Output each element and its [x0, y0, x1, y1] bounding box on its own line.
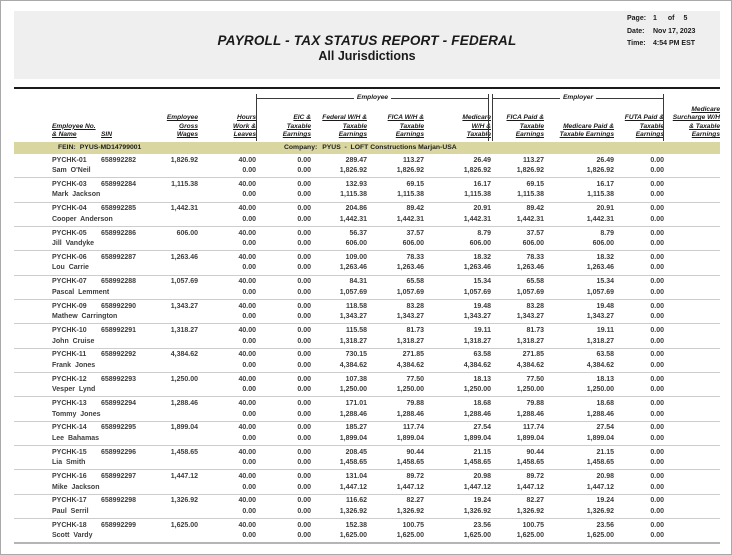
page-total: 5 — [683, 15, 688, 22]
date-value: Nov 17, 2023 — [653, 27, 696, 35]
cell-sin: 658992282 — [101, 156, 137, 164]
cell-fica-paid: 90.44 1,458.65 — [516, 448, 544, 467]
cell-eic: 0.00 0.00 — [297, 521, 311, 540]
cell-hours: 40.00 0.00 — [238, 156, 256, 175]
cell-medicare-wh: 19.24 1,326.92 — [463, 497, 491, 515]
cell-futa-paid: 0.00 0.00 — [650, 278, 664, 296]
cell-gross-wages: 1,343.27 — [170, 302, 198, 310]
cell-medicare-surcharge — [664, 496, 720, 518]
cell-gross-wages: 1,057.69 — [170, 278, 198, 286]
cell-medicare-wh: 19.11 1,318.27 — [463, 326, 491, 345]
cell-federal-wh: 171.01 1,288.46 — [339, 399, 367, 418]
cell-futa-paid: 0.00 0.00 — [650, 326, 664, 345]
cell-hours: 40.00 0.00 — [238, 424, 256, 442]
cell-futa-paid: 0.00 0.00 — [650, 156, 664, 175]
cell-medicare-paid: 20.98 1,447.12 — [586, 472, 614, 491]
fein-label: FEIN: — [58, 144, 76, 151]
cell-federal-wh: 730.15 4,384.62 — [339, 351, 367, 369]
cell-medicare-paid: 19.48 1,343.27 — [586, 302, 614, 321]
cell-medicare-wh: 26.49 1,826.92 — [463, 156, 491, 175]
col-header-futa-paid: FUTA Paid & Taxable Earnings — [624, 114, 664, 139]
cell-medicare-surcharge — [664, 472, 720, 494]
cell-futa-paid: 0.00 0.00 — [650, 253, 664, 272]
cell-medicare-surcharge — [664, 375, 720, 397]
cell-medicare-surcharge — [664, 399, 720, 421]
cell-fica-wh: 82.27 1,326.92 — [396, 497, 424, 515]
cell-medicare-surcharge — [664, 156, 720, 178]
table-row — [14, 422, 720, 446]
cell-gross-wages: 1,115.38 — [171, 180, 198, 188]
cell-medicare-wh: 27.54 1,899.04 — [463, 424, 491, 442]
cell-eic: 0.00 0.00 — [297, 156, 311, 175]
cell-eic: 0.00 0.00 — [297, 399, 311, 418]
cell-gross-wages: 1,442.31 — [170, 205, 198, 213]
col-header-fica-paid: FICA Paid & Taxable Earnings — [506, 114, 544, 139]
cell-medicare-wh: 18.13 1,250.00 — [463, 375, 491, 394]
cell-federal-wh: 289.47 1,826.92 — [339, 156, 367, 175]
cell-eic: 0.00 0.00 — [297, 180, 311, 199]
fein-company-band — [14, 142, 720, 154]
cell-eic: 0.00 0.00 — [297, 253, 311, 272]
cell-sin: 658992294 — [101, 399, 137, 407]
cell-medicare-surcharge — [664, 180, 720, 202]
cell-medicare-wh: 19.48 1,343.27 — [463, 302, 491, 321]
cell-fica-wh: 81.73 1,318.27 — [396, 326, 424, 345]
table-row — [14, 397, 720, 421]
table-row — [14, 373, 720, 397]
cell-medicare-wh: 23.56 1,625.00 — [463, 521, 491, 540]
cell-futa-paid: 0.00 0.00 — [650, 521, 664, 540]
cell-fica-wh: 113.27 1,826.92 — [396, 156, 424, 175]
cell-employee-no-name: PYCHK-06 Lou Carrie — [52, 253, 89, 272]
cell-federal-wh: 204.86 1,442.31 — [339, 205, 367, 223]
col-header-federal-wh: Federal W/H & Taxable Earnings — [322, 114, 367, 139]
col-header-hours-work-leaves: Hours Work & Leaves — [233, 114, 256, 139]
cell-sin: 658992298 — [101, 497, 137, 505]
cell-medicare-surcharge — [664, 229, 720, 251]
cell-medicare-wh: 15.34 1,057.69 — [463, 278, 491, 296]
cell-hours: 40.00 0.00 — [238, 229, 256, 248]
cell-medicare-paid: 19.24 1,326.92 — [586, 497, 614, 515]
cell-eic: 0.00 0.00 — [297, 302, 311, 321]
cell-fica-wh: 83.28 1,343.27 — [396, 302, 424, 321]
group-header-employer — [492, 94, 664, 141]
cell-fica-wh: 78.33 1,263.46 — [396, 253, 424, 272]
cell-sin: 658992297 — [101, 472, 137, 480]
group-line — [257, 98, 354, 99]
cell-fica-wh: 69.15 1,115.38 — [397, 180, 424, 199]
cell-sin: 658992291 — [101, 326, 137, 334]
cell-eic: 0.00 0.00 — [297, 351, 311, 369]
cell-gross-wages: 1,326.92 — [170, 497, 198, 505]
cell-medicare-paid: 15.34 1,057.69 — [586, 278, 614, 296]
cell-medicare-wh: 63.58 4,384.62 — [463, 351, 491, 369]
cell-gross-wages: 1,625.00 — [170, 521, 198, 529]
cell-futa-paid: 0.00 0.00 — [650, 205, 664, 223]
cell-eic: 0.00 0.00 — [297, 448, 311, 467]
cell-eic: 0.00 0.00 — [297, 278, 311, 296]
cell-hours: 40.00 0.00 — [238, 278, 256, 296]
cell-eic: 0.00 0.00 — [297, 229, 311, 248]
cell-employee-no-name: PYCHK-18 Scott Vardy — [52, 521, 93, 540]
table-row — [14, 300, 720, 324]
cell-hours: 40.00 0.00 — [238, 205, 256, 223]
cell-fica-wh: 65.58 1,057.69 — [396, 278, 424, 296]
table-row — [14, 519, 720, 543]
group-label-employer: Employer — [562, 94, 594, 101]
meta-time-row — [627, 40, 715, 47]
cell-fica-wh: 117.74 1,899.04 — [396, 424, 424, 442]
group-line — [493, 98, 560, 99]
table-row — [14, 154, 720, 178]
page-of-label: of — [667, 15, 675, 22]
cell-medicare-paid: 26.49 1,826.92 — [586, 156, 614, 175]
cell-futa-paid: 0.00 0.00 — [650, 399, 664, 418]
fein-group — [58, 144, 141, 151]
cell-medicare-paid: 8.79 606.00 — [592, 229, 614, 248]
cell-futa-paid: 0.00 0.00 — [650, 448, 664, 467]
cell-sin: 658992295 — [101, 424, 137, 432]
cell-employee-no-name: PYCHK-16 Mike Jackson — [52, 472, 100, 491]
cell-employee-no-name: PYCHK-17 Paul Serril — [52, 497, 89, 515]
header-divider-rule — [14, 87, 720, 89]
cell-hours: 40.00 0.00 — [238, 253, 256, 272]
group-label-employee: Employee — [356, 94, 389, 101]
cell-fica-paid: 100.75 1,625.00 — [516, 521, 544, 540]
cell-medicare-surcharge — [664, 350, 720, 372]
cell-federal-wh: 152.38 1,625.00 — [339, 521, 367, 540]
cell-medicare-wh: 16.17 1,115.38 — [464, 180, 491, 199]
cell-sin: 658992287 — [101, 253, 137, 261]
cell-employee-no-name: PYCHK-10 John Cruise — [52, 326, 95, 345]
cell-futa-paid: 0.00 0.00 — [650, 375, 664, 394]
cell-hours: 40.00 0.00 — [238, 399, 256, 418]
cell-futa-paid: 0.00 0.00 — [650, 351, 664, 369]
time-value: 4:54 PM EST — [653, 40, 696, 47]
cell-fica-paid: 78.33 1,263.46 — [516, 253, 544, 272]
cell-fica-paid: 82.27 1,326.92 — [516, 497, 544, 515]
cell-medicare-wh: 20.98 1,447.12 — [463, 472, 491, 491]
group-line — [596, 98, 663, 99]
cell-fica-wh: 79.88 1,288.46 — [396, 399, 424, 418]
table-body — [14, 154, 720, 544]
cell-futa-paid: 0.00 0.00 — [650, 180, 664, 199]
cell-federal-wh: 131.04 1,447.12 — [339, 472, 367, 491]
cell-medicare-paid: 16.17 1,115.38 — [587, 180, 614, 199]
cell-federal-wh: 107.38 1,250.00 — [339, 375, 367, 394]
cell-sin: 658992290 — [101, 302, 137, 310]
cell-hours: 40.00 0.00 — [238, 448, 256, 467]
cell-eic: 0.00 0.00 — [297, 472, 311, 491]
col-header-employee-no-name: Employee No. & Name — [52, 122, 96, 139]
cell-federal-wh: 185.27 1,899.04 — [339, 424, 367, 442]
report-meta — [627, 15, 715, 53]
time-label: Time: — [627, 40, 646, 47]
cell-medicare-surcharge — [664, 448, 720, 470]
table-row — [14, 324, 720, 348]
cell-sin: 658992293 — [101, 375, 137, 383]
meta-date-row — [627, 28, 715, 35]
group-header-employee — [256, 94, 489, 141]
cell-sin: 658992296 — [101, 448, 137, 456]
table-row — [14, 495, 720, 519]
cell-medicare-paid: 19.11 1,318.27 — [586, 326, 614, 345]
cell-medicare-paid: 63.58 4,384.62 — [586, 351, 614, 369]
cell-employee-no-name: PYCHK-13 Tommy Jones — [52, 399, 101, 418]
cell-fica-paid: 69.15 1,115.38 — [517, 180, 544, 199]
report-subtitle: All Jurisdictions — [318, 49, 416, 63]
cell-futa-paid: 0.00 0.00 — [650, 424, 664, 442]
cell-fica-paid: 89.72 1,447.12 — [516, 472, 544, 491]
cell-federal-wh: 118.58 1,343.27 — [339, 302, 367, 321]
cell-eic: 0.00 0.00 — [297, 424, 311, 442]
cell-fica-wh: 90.44 1,458.65 — [396, 448, 424, 467]
cell-medicare-surcharge — [664, 277, 720, 299]
cell-federal-wh: 116.62 1,326.92 — [339, 497, 367, 515]
page-number: 1 — [653, 15, 657, 22]
cell-federal-wh: 208.45 1,458.65 — [339, 448, 367, 467]
table-row — [14, 203, 720, 227]
cell-fica-wh: 100.75 1,625.00 — [396, 521, 424, 540]
cell-hours: 40.00 0.00 — [238, 302, 256, 321]
cell-fica-paid: 113.27 1,826.92 — [516, 156, 544, 175]
cell-medicare-surcharge — [664, 521, 720, 542]
cell-employee-no-name: PYCHK-12 Vesper Lynd — [52, 375, 96, 394]
cell-fica-wh: 271.85 4,384.62 — [396, 351, 424, 369]
cell-sin: 658992284 — [101, 180, 137, 188]
cell-fica-wh: 37.57 606.00 — [402, 229, 424, 248]
cell-sin: 658992299 — [101, 521, 137, 529]
cell-hours: 40.00 0.00 — [238, 521, 256, 540]
cell-employee-no-name: PYCHK-03 Mark Jackson — [52, 180, 101, 199]
cell-employee-no-name: PYCHK-04 Cooper Anderson — [52, 205, 113, 223]
cell-futa-paid: 0.00 0.00 — [650, 472, 664, 491]
cell-medicare-paid: 18.13 1,250.00 — [586, 375, 614, 394]
report-header-panel — [14, 11, 720, 79]
table-row — [14, 446, 720, 470]
report-title: PAYROLL - TAX STATUS REPORT - FEDERAL — [217, 33, 517, 48]
cell-gross-wages: 1,899.04 — [170, 424, 198, 432]
cell-gross-wages: 1,263.46 — [170, 253, 198, 261]
cell-hours: 40.00 0.00 — [238, 497, 256, 515]
cell-medicare-surcharge — [664, 204, 720, 226]
cell-sin: 658992292 — [101, 351, 137, 359]
cell-fica-paid: 117.74 1,899.04 — [516, 424, 544, 442]
cell-medicare-paid: 18.32 1,263.46 — [586, 253, 614, 272]
col-header-gross-wages: Employee Gross Wages — [166, 114, 198, 139]
group-line — [391, 98, 488, 99]
cell-medicare-wh: 18.68 1,288.46 — [463, 399, 491, 418]
cell-fica-paid: 79.88 1,288.46 — [516, 399, 544, 418]
col-header-medicare-paid: Medicare Paid & Taxable Earnings — [559, 122, 614, 139]
date-label: Date: — [627, 27, 645, 35]
cell-eic: 0.00 0.00 — [297, 375, 311, 394]
cell-hours: 40.00 0.00 — [238, 472, 256, 491]
cell-medicare-wh: 18.32 1,263.46 — [463, 253, 491, 272]
cell-federal-wh: 109.00 1,263.46 — [339, 253, 367, 272]
cell-medicare-surcharge — [664, 302, 720, 324]
col-header-fica-wh: FICA W/H & Taxable Earnings — [387, 114, 424, 139]
cell-employee-no-name: PYCHK-09 Mathew Carrington — [52, 302, 118, 321]
cell-medicare-surcharge — [664, 253, 720, 275]
cell-medicare-paid: 18.68 1,288.46 — [586, 399, 614, 418]
cell-medicare-wh: 8.79 606.00 — [469, 229, 491, 248]
cell-gross-wages: 1,288.46 — [170, 399, 198, 407]
cell-fica-wh: 89.72 1,447.12 — [396, 472, 424, 491]
col-header-medicare-wh: Medicare W/H & Taxable — [462, 114, 491, 139]
cell-federal-wh: 84.31 1,057.69 — [339, 278, 367, 296]
cell-fica-paid: 81.73 1,318.27 — [516, 326, 544, 345]
cell-sin: 658992285 — [101, 205, 137, 213]
cell-gross-wages: 606.00 — [176, 229, 198, 237]
table-row — [14, 251, 720, 275]
cell-medicare-wh: 20.91 1,442.31 — [463, 205, 491, 223]
cell-fica-paid: 89.42 1,442.31 — [516, 205, 544, 223]
cell-fica-wh: 77.50 1,250.00 — [396, 375, 424, 394]
cell-sin: 658992288 — [101, 278, 137, 286]
cell-eic: 0.00 0.00 — [297, 326, 311, 345]
col-header-eic: EIC & Taxable Earnings — [282, 114, 311, 139]
meta-page-row — [627, 15, 715, 22]
company-label: Company: — [284, 144, 318, 151]
cell-eic: 0.00 0.00 — [297, 205, 311, 223]
cell-gross-wages: 1,318.27 — [170, 326, 198, 334]
cell-gross-wages: 1,826.92 — [170, 156, 198, 164]
page-label: Page: — [627, 15, 647, 22]
table-row — [14, 178, 720, 202]
cell-gross-wages: 1,458.65 — [170, 448, 198, 456]
cell-fica-paid: 65.58 1,057.69 — [516, 278, 544, 296]
cell-employee-no-name: PYCHK-14 Lee Bahamas — [52, 424, 100, 442]
table-row — [14, 470, 720, 494]
cell-medicare-surcharge — [664, 326, 720, 348]
cell-employee-no-name: PYCHK-01 Sam O'Neil — [52, 156, 91, 175]
company-group — [284, 144, 457, 151]
cell-fica-paid: 37.57 606.00 — [522, 229, 544, 248]
cell-futa-paid: 0.00 0.00 — [650, 497, 664, 515]
cell-gross-wages: 4,384.62 — [170, 351, 198, 359]
cell-medicare-surcharge — [664, 423, 720, 445]
cell-fica-paid: 271.85 4,384.62 — [516, 351, 544, 369]
table-row — [14, 276, 720, 300]
cell-federal-wh: 115.58 1,318.27 — [339, 326, 367, 345]
table-row — [14, 349, 720, 373]
cell-gross-wages: 1,250.00 — [170, 375, 198, 383]
fein-value: PYUS-MD14799001 — [79, 144, 142, 151]
cell-federal-wh: 56.37 606.00 — [345, 229, 367, 248]
cell-hours: 40.00 0.00 — [238, 351, 256, 369]
table-header — [14, 91, 720, 141]
cell-gross-wages: 1,447.12 — [170, 472, 198, 480]
cell-employee-no-name: PYCHK-07 Pascal Lemment — [52, 278, 110, 296]
cell-eic: 0.00 0.00 — [297, 497, 311, 515]
cell-employee-no-name: PYCHK-05 Jill Vandyke — [52, 229, 95, 248]
col-header-sin: SIN — [101, 131, 112, 139]
cell-medicare-paid: 27.54 1,899.04 — [586, 424, 614, 442]
table-row — [14, 227, 720, 251]
cell-futa-paid: 0.00 0.00 — [650, 302, 664, 321]
cell-medicare-paid: 20.91 1,442.31 — [586, 205, 614, 223]
cell-hours: 40.00 0.00 — [238, 326, 256, 345]
cell-medicare-wh: 21.15 1,458.65 — [463, 448, 491, 467]
company-value: PYUS - LOFT Constructions Marjan-USA — [322, 144, 457, 151]
cell-sin: 658992286 — [101, 229, 137, 237]
cell-medicare-paid: 23.56 1,625.00 — [586, 521, 614, 540]
cell-employee-no-name: PYCHK-11 Frank Jones — [52, 351, 96, 369]
cell-federal-wh: 132.93 1,115.38 — [340, 180, 367, 199]
cell-futa-paid: 0.00 0.00 — [650, 229, 664, 248]
cell-fica-wh: 89.42 1,442.31 — [396, 205, 424, 223]
cell-fica-paid: 77.50 1,250.00 — [516, 375, 544, 394]
cell-employee-no-name: PYCHK-15 Lia Smith — [52, 448, 87, 467]
cell-hours: 40.00 0.00 — [238, 375, 256, 394]
cell-hours: 40.00 0.00 — [238, 180, 256, 199]
cell-fica-paid: 83.28 1,343.27 — [516, 302, 544, 321]
col-header-medicare-surcharge: Medicare Surcharge W/H & Taxable Earnings — [672, 105, 720, 139]
cell-medicare-paid: 21.15 1,458.65 — [586, 448, 614, 467]
